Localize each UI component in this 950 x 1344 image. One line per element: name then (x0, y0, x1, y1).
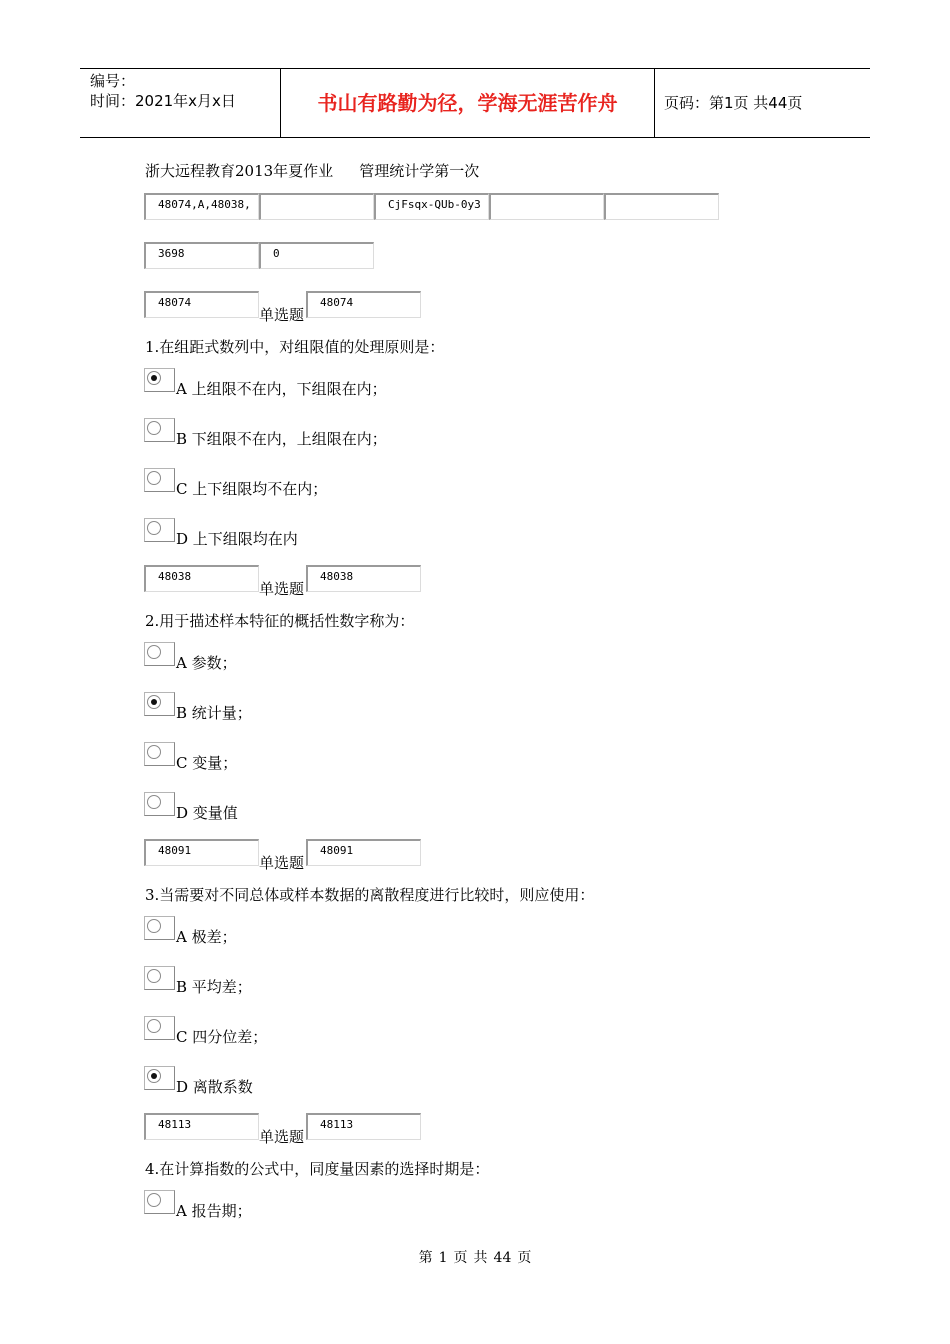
option-label: D 上下组限均在内 (176, 530, 298, 548)
radio-empty-icon (147, 421, 161, 435)
blank-field[interactable] (259, 193, 374, 220)
option-radio[interactable] (144, 1066, 175, 1090)
question-text: 1.在组距式数列中，对组限值的处理原则是： (145, 338, 445, 356)
option-radio[interactable] (144, 692, 175, 716)
radio-selected-icon (147, 695, 161, 709)
radio-selected-icon (147, 1069, 161, 1083)
option-radio[interactable] (144, 1016, 175, 1040)
assignment-title: 管理统计学第一次 (359, 162, 480, 180)
option-radio[interactable] (144, 468, 175, 492)
blank-field[interactable] (604, 193, 719, 220)
blank-field[interactable] (489, 193, 604, 220)
header-meta-cell (80, 69, 281, 137)
course-title: 浙大远程教育2013年夏作业 (145, 162, 334, 180)
document-title (145, 160, 479, 181)
footer-page-number: 1 (438, 1250, 448, 1266)
option-radio[interactable] (144, 518, 175, 542)
option-radio[interactable] (144, 418, 175, 442)
motto: 书山有路勤为径，学海无涯苦作舟 (281, 69, 655, 137)
footer-text: 页 (517, 1250, 532, 1266)
question-text: 2.用于描述样本特征的概括性数字称为： (145, 612, 415, 630)
question-id-field[interactable]: 48074 (306, 291, 421, 318)
number-field[interactable]: 0 (259, 242, 374, 269)
footer-text: 共 (473, 1250, 488, 1266)
option-radio[interactable] (144, 742, 175, 766)
radio-empty-icon (147, 919, 161, 933)
option-radio[interactable] (144, 792, 175, 816)
radio-empty-icon (147, 795, 161, 809)
option-label: C 上下组限均不在内； (176, 480, 328, 498)
option-label: B 下组限不在内，上组限在内； (176, 430, 387, 448)
radio-empty-icon (147, 1019, 161, 1033)
option-label: D 变量值 (176, 804, 238, 822)
option-radio[interactable] (144, 1190, 175, 1214)
radio-empty-icon (147, 645, 161, 659)
question-id-field[interactable]: 48113 (306, 1113, 421, 1140)
option-label: C 变量； (176, 754, 238, 772)
code-field[interactable]: CjFsqx-QUb-0y3 (374, 193, 489, 220)
radio-empty-icon (147, 471, 161, 485)
radio-empty-icon (147, 1193, 161, 1207)
option-label: A 上组限不在内，下组限在内； (176, 380, 387, 398)
question-type-label: 单选题 (259, 580, 305, 598)
option-label: A 报告期； (176, 1202, 252, 1220)
radio-selected-icon (147, 371, 161, 385)
option-label: B 统计量； (176, 704, 252, 722)
radio-empty-icon (147, 745, 161, 759)
page-info: 页码：第1页 共44页 (664, 94, 803, 112)
question-id-field[interactable]: 48038 (306, 565, 421, 592)
footer-text: 页 (453, 1250, 468, 1266)
question-id-field[interactable]: 48113 (144, 1113, 259, 1140)
question-id-field[interactable]: 48091 (144, 839, 259, 866)
footer-total-pages: 44 (493, 1250, 512, 1266)
radio-empty-icon (147, 521, 161, 535)
time-label: 时间：2021年x月x日 (90, 92, 236, 110)
question-type-label: 单选题 (259, 1128, 305, 1146)
question-id-field[interactable]: 48074 (144, 291, 259, 318)
number-field[interactable]: 3698 (144, 242, 259, 269)
page-footer (0, 1247, 950, 1267)
number-label: 编号： (90, 72, 136, 90)
radio-empty-icon (147, 969, 161, 983)
option-radio[interactable] (144, 368, 175, 392)
question-type-label: 单选题 (259, 854, 305, 872)
option-label: C 四分位差； (176, 1028, 268, 1046)
question-text: 4.在计算指数的公式中，同度量因素的选择时期是： (145, 1160, 490, 1178)
footer-text: 第 (418, 1250, 433, 1266)
option-radio[interactable] (144, 916, 175, 940)
option-label: A 极差； (176, 928, 237, 946)
option-label: D 离散系数 (176, 1078, 253, 1096)
question-id-field[interactable]: 48091 (306, 839, 421, 866)
question-type-label: 单选题 (259, 306, 305, 324)
option-label: A 参数； (176, 654, 237, 672)
option-radio[interactable] (144, 642, 175, 666)
question-text: 3.当需要对不同总体或样本数据的离散程度进行比较时，则应使用： (145, 886, 595, 904)
option-label: B 平均差； (176, 978, 252, 996)
option-radio[interactable] (144, 966, 175, 990)
question-id-field[interactable]: 48038 (144, 565, 259, 592)
document-header (80, 68, 870, 138)
answer-string-field[interactable]: 48074,A,48038, (144, 193, 259, 220)
